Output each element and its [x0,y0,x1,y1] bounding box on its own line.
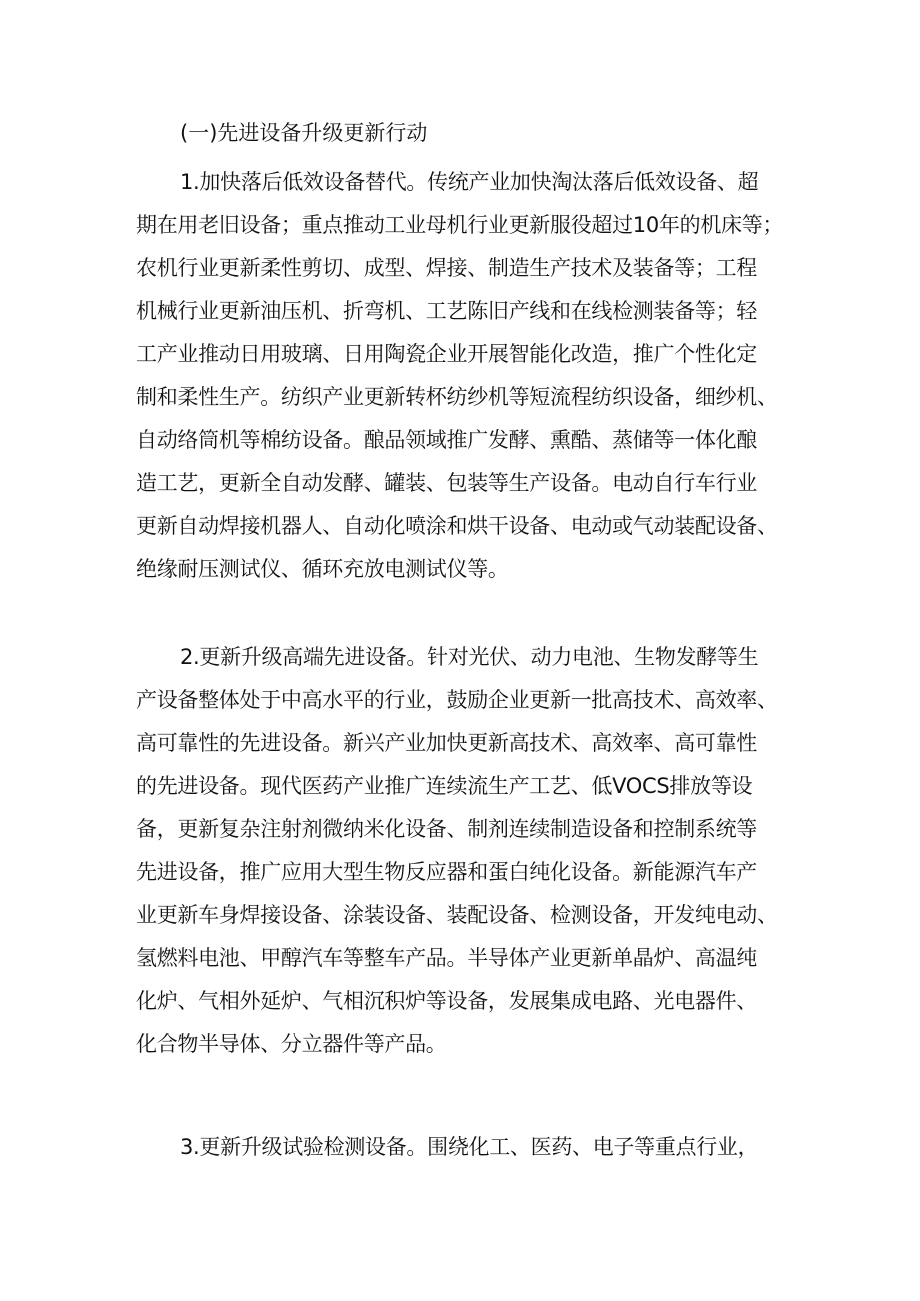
paragraph-line: 的先进设备。现代医药产业推广连续流生产工艺、低VOCS排放等设 [136,774,753,798]
paragraph-line: 业更新车身焊接设备、涂装设备、装配设备、检测设备，开发纯电动、 [136,903,778,927]
paragraph-2 [136,636,816,1066]
paragraph-line: 先进设备，推广应用大型生物反应器和蛋白纯化设备。新能源汽车产 [136,860,757,884]
paragraph-3 [136,1126,816,1169]
paragraph-line: 工产业推动日用玻璃、日用陶瓷企业开展智能化改造，推广个性化定 [136,342,757,366]
paragraph-line: 化炉、气相外延炉、气相沉积炉等设备，发展集成电路、光电器件、 [136,989,757,1013]
paragraph-line: 造工艺，更新全自动发酵、罐装、包装等生产设备。电动自行车行业 [136,471,757,495]
paragraph-line: 自动络筒机等棉纺设备。酿品领域推广发酵、熏酷、蒸储等一体化酿 [136,428,757,452]
paragraph-line: 3.更新升级试验检测设备。围绕化工、医药、电子等重点行业， [180,1135,759,1159]
paragraph-line: 更新自动焊接机器人、自动化喷涂和烘干设备、电动或气动装配设备、 [136,514,778,538]
paragraph-line: 高可靠性的先进设备。新兴产业加快更新高技术、高效率、高可靠性 [136,731,757,755]
paragraph-line: 2.更新升级高端先进设备。针对光伏、动力电池、生物发酵等生 [180,645,759,669]
paragraph-line: 化合物半导体、分立器件等产品。 [136,1032,447,1056]
paragraph-line: 1.加快落后低效设备替代。传统产业加快淘汰落后低效设备、超 [180,170,759,194]
paragraph-line: 绝缘耐压测试仪、循环充放电测试仪等。 [136,557,509,581]
paragraph-line: 氢燃料电池、甲醇汽车等整车产品。半导体产业更新单晶炉、高温纯 [136,946,757,970]
paragraph-line: 机械行业更新油压机、折弯机、工艺陈旧产线和在线检测装备等；轻 [136,299,757,323]
paragraph-line: 期在用老旧设备；重点推动工业母机行业更新服役超过10年的机床等； [136,213,784,237]
paragraph-line: 农机行业更新柔性剪切、成型、焊接、制造生产技术及装备等；工程 [136,256,757,280]
paragraph-line: 制和柔性生产。纺织产业更新转杯纺纱机等短流程纺织设备，细纱机、 [136,385,778,409]
section-heading: (一)先进设备升级更新行动 [180,121,428,145]
paragraph-line: 备，更新复杂注射剂微纳米化设备、制剂连续制造设备和控制系统等 [136,817,757,841]
paragraph-line: 产设备整体处于中高水平的行业，鼓励企业更新一批高技术、高效率、 [136,688,778,712]
paragraph-1 [136,161,816,591]
